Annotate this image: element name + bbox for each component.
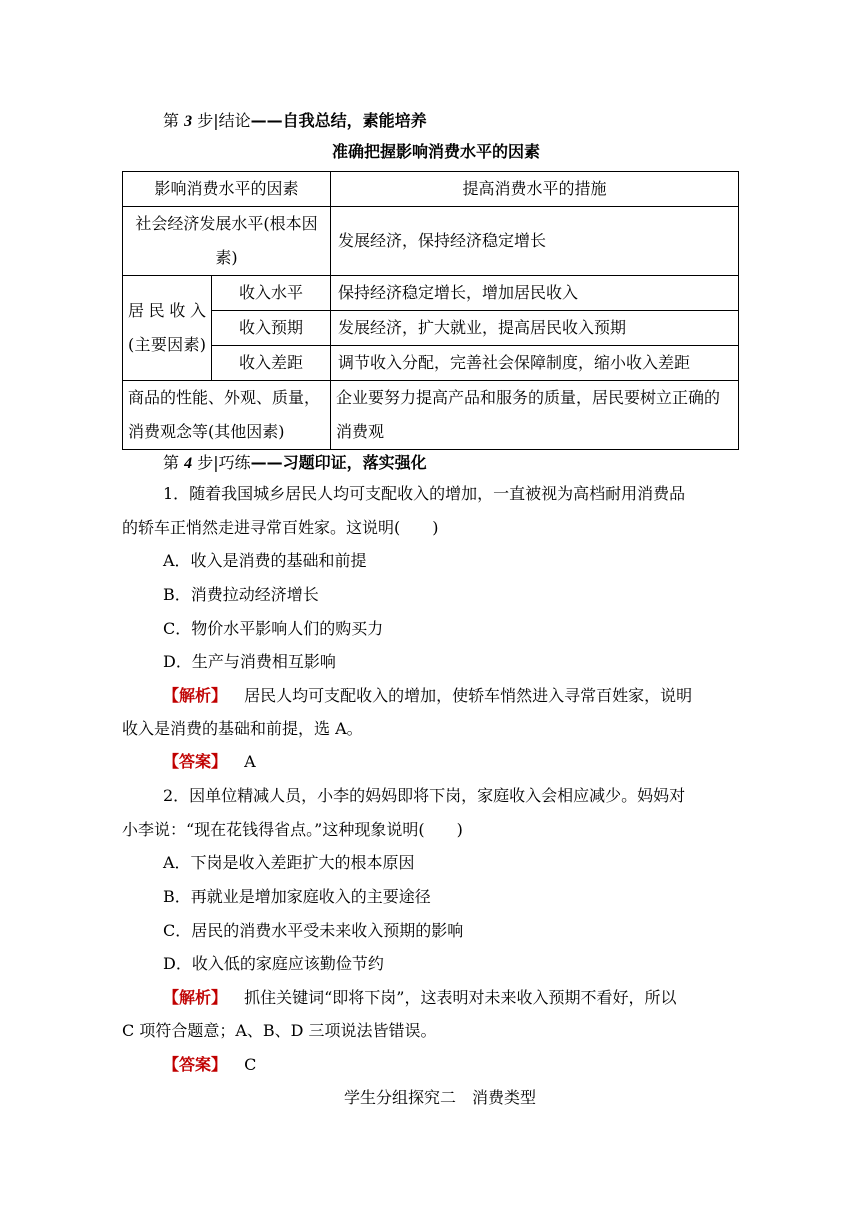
step3-number: 3 [184,113,193,130]
q2-analysis-line1 [163,988,676,1008]
q1-analysis-line2: 收入是消费的基础和前提，选 A。 [122,719,363,738]
q1-answer-label: 【答案】 [163,752,228,771]
step3-title: ——自我总结，素能培养 [250,111,427,130]
q2-option-c: C．居民的消费水平受未来收入预期的影响 [163,921,464,940]
step4-heading [163,450,427,473]
row2-sub-3: 收入差距 [212,346,331,381]
table-title: 准确把握影响消费水平的因素 [332,142,541,161]
step4-label: 步|巧练 [197,453,251,472]
q1-option-d: D．生产与消费相互影响 [163,652,336,671]
table-row [123,207,739,276]
q2-analysis-label: 【解析】 [163,988,228,1007]
table-row [123,381,739,450]
step4-number: 4 [184,455,193,472]
step3-label: 步|结论 [197,111,251,130]
row3-measure: 企业要努力提高产品和服务的质量，居民要树立正确的消费观 [331,381,739,450]
q2-option-b: B．再就业是增加家庭收入的主要途径 [163,887,431,906]
row2-sub-2: 收入预期 [212,311,331,346]
q2-answer-value: C [244,1055,257,1074]
q2-option-d: D．收入低的家庭应该勤俭节约 [163,954,384,973]
factors-table [122,171,739,450]
step3-heading [163,108,427,131]
q1-option-a: A．收入是消费的基础和前提 [163,551,367,570]
q1-stem-line2: 的轿车正悄然走进寻常百姓家。这说明( ) [122,518,439,537]
row2-sub-1: 收入水平 [212,276,331,311]
header-factor: 影响消费水平的因素 [123,172,331,207]
q2-option-a: A．下岗是收入差距扩大的根本原因 [163,853,415,872]
q1-analysis-label: 【解析】 [163,686,228,705]
q2-stem-line1: 2．因单位精减人员，小李的妈妈即将下岗，家庭收入会相应减少。妈妈对 [163,786,686,805]
table-row [123,311,739,346]
row1-measure: 发展经济，保持经济稳定增长 [331,207,739,276]
q1-analysis-line1 [163,686,692,706]
row2-measure-1: 保持经济稳定增长，增加居民收入 [331,276,739,311]
q1-option-b: B．消费拉动经济增长 [163,585,319,604]
q2-analysis-text: 抓住关键词“即将下岗”，这表明对未来收入预期不看好，所以 [244,988,677,1007]
q1-option-c: C．物价水平影响人们的购买力 [163,619,384,638]
section-footer: 学生分组探究二 消费类型 [344,1088,537,1107]
q2-analysis-line2: C 项符合题意；A、B、D 三项说法皆错误。 [122,1021,437,1040]
q2-answer-label: 【答案】 [163,1055,228,1074]
row2-measure-3: 调节收入分配，完善社会保障制度，缩小收入差距 [331,346,739,381]
q1-analysis-text: 居民人均可支配收入的增加，使轿车悄然进入寻常百姓家，说明 [244,686,693,705]
row2-group: 居民收入(主要因素) [123,276,212,381]
row1-factor: 社会经济发展水平(根本因素) [123,207,331,276]
table-row [123,276,739,311]
step4-prefix: 第 [163,453,180,472]
row3-factor: 商品的性能、外观、质量，消费观念等(其他因素) [123,381,331,450]
q1-stem-line1: 1．随着我国城乡居民人均可支配收入的增加，一直被视为高档耐用消费品 [163,484,686,503]
row2-measure-2: 发展经济，扩大就业，提高居民收入预期 [331,311,739,346]
table-row [123,346,739,381]
step3-prefix: 第 [163,111,180,130]
q1-answer [163,752,256,772]
header-measure: 提高消费水平的措施 [331,172,739,207]
q2-stem-line2: 小李说：“现在花钱得省点。”这种现象说明( ) [122,820,463,839]
q2-answer [163,1055,256,1075]
table-header-row [123,172,739,207]
step4-title: ——习题印证，落实强化 [250,453,427,472]
q1-answer-value: A [244,752,256,771]
